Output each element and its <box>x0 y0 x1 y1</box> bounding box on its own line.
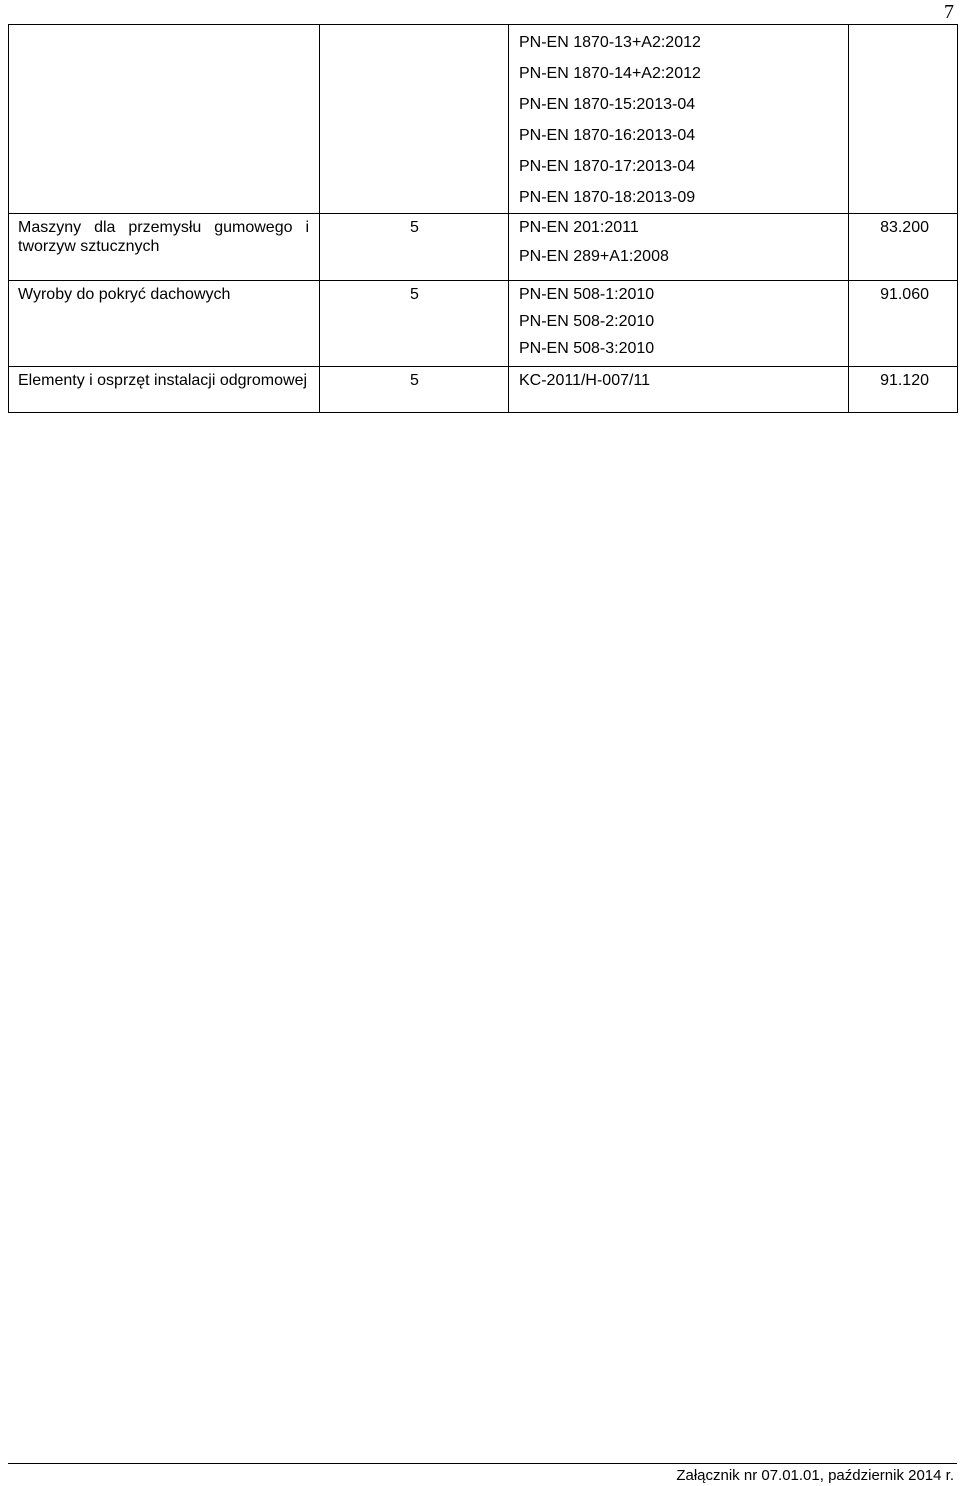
norms-cell <box>509 367 849 413</box>
code-cell <box>849 281 958 367</box>
code-cell <box>849 214 958 281</box>
product-name-cell <box>9 281 320 367</box>
norm-item: PN-EN 289+A1:2008 <box>519 248 669 265</box>
footer-divider <box>8 1463 957 1464</box>
classification-code: 83.200 <box>880 219 929 236</box>
product-name: Elementy i osprzęt instalacji odgromowej <box>18 372 308 389</box>
norms-cell <box>509 25 849 214</box>
norms-cell <box>509 214 849 281</box>
risk-value: 5 <box>410 219 419 236</box>
norm-item: PN-EN 1870-17:2013-04 <box>519 158 696 175</box>
table-row <box>9 214 958 281</box>
norm-item: PN-EN 1870-15:2013-04 <box>519 96 696 113</box>
norm-item: PN-EN 508-1:2010 <box>519 286 655 303</box>
product-name-cell <box>9 367 320 413</box>
footer-annex-label: Załącznik nr 07.01.01, październik 2014 r. <box>676 1467 954 1484</box>
product-name-cell <box>9 214 320 281</box>
classification-code: 91.060 <box>880 286 929 303</box>
code-cell <box>849 25 958 214</box>
risk-cell <box>320 214 509 281</box>
norm-item: PN-EN 1870-16:2013-04 <box>519 127 696 144</box>
risk-cell <box>320 281 509 367</box>
norm-item: PN-EN 1870-13+A2:2012 <box>519 34 701 51</box>
table-row <box>9 25 958 214</box>
risk-cell <box>320 25 509 214</box>
risk-value: 5 <box>410 372 419 389</box>
norm-item: KC-2011/H-007/11 <box>519 372 651 389</box>
standards-table <box>8 24 958 413</box>
norm-item: PN-EN 508-2:2010 <box>519 313 655 330</box>
norm-item: PN-EN 508-3:2010 <box>519 340 655 357</box>
product-name: Maszyny dla przemysłu gumowego i tworzyw sztucznych <box>18 219 309 255</box>
risk-cell <box>320 367 509 413</box>
classification-code: 91.120 <box>880 372 929 389</box>
page-number: 7 <box>944 1 954 23</box>
norm-item: PN-EN 1870-18:2013-09 <box>519 189 696 206</box>
norm-item: PN-EN 201:2011 <box>519 219 639 236</box>
norms-cell <box>509 281 849 367</box>
risk-value: 5 <box>410 286 419 303</box>
product-name: Wyroby do pokryć dachowych <box>18 286 231 303</box>
norm-item: PN-EN 1870-14+A2:2012 <box>519 65 701 82</box>
table-row <box>9 281 958 367</box>
product-name-cell <box>9 25 320 214</box>
code-cell <box>849 367 958 413</box>
table-row <box>9 367 958 413</box>
